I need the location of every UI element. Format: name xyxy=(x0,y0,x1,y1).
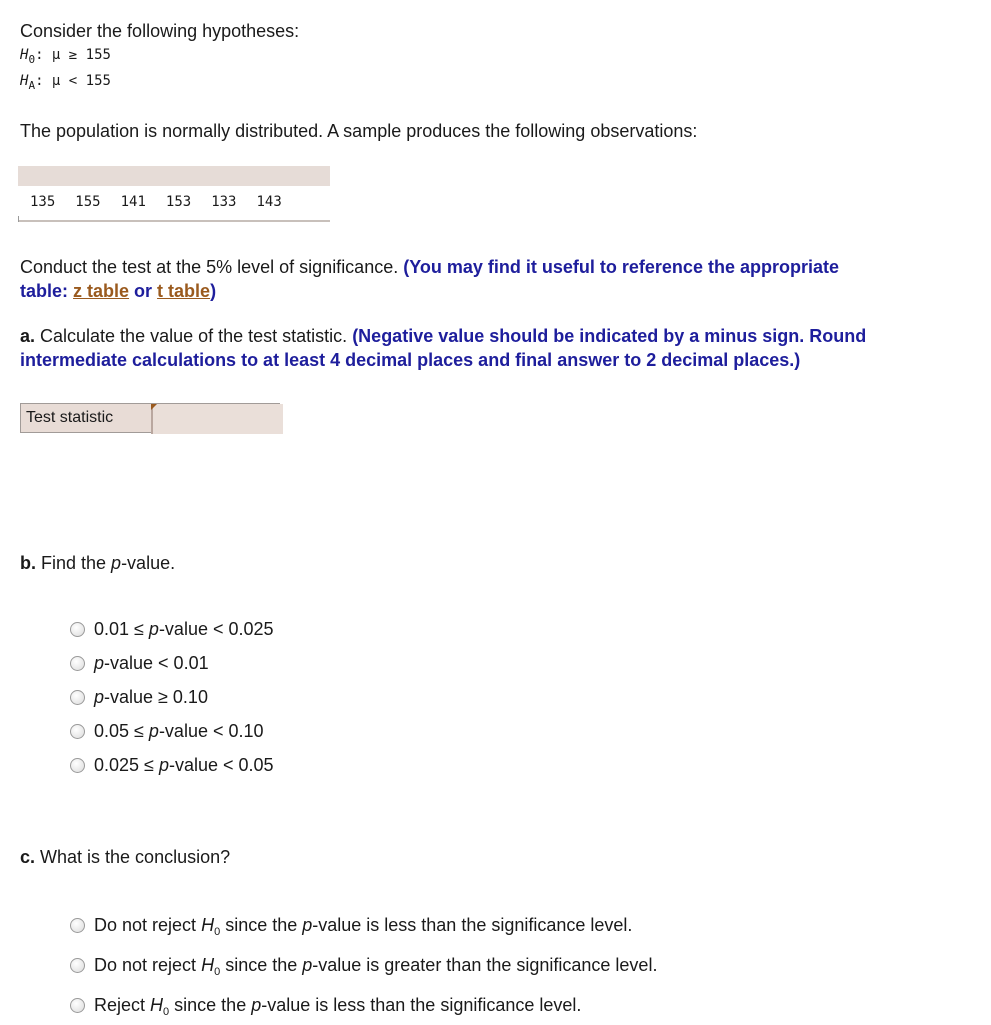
part-a-question xyxy=(20,326,866,347)
radio-button[interactable] xyxy=(70,690,85,705)
part-c-text: What is the conclusion? xyxy=(35,847,231,867)
alt-hypothesis xyxy=(20,73,111,92)
part-b-letter: b. xyxy=(20,553,36,573)
part-b-text-post: -value. xyxy=(121,553,176,573)
option-label: p-value ≥ 0.10 xyxy=(94,686,208,707)
radio-button[interactable] xyxy=(70,724,85,739)
option-label: 0.01 ≤ p-value < 0.025 xyxy=(94,618,274,639)
pvalue-option[interactable] xyxy=(70,748,274,782)
conclusion-option[interactable] xyxy=(70,905,657,945)
pvalue-option[interactable] xyxy=(70,714,274,748)
h0-letter: H xyxy=(20,47,29,63)
radio-button[interactable] xyxy=(70,758,85,773)
observation-cell: 135 xyxy=(30,194,56,210)
t-table-link[interactable]: t table xyxy=(157,281,211,301)
instructions-main: Conduct the test at the 5% level of significance. xyxy=(20,257,404,277)
part-b-text-pre: Find the xyxy=(36,553,112,573)
z-table-link[interactable]: z table xyxy=(73,281,130,301)
conclusion-option[interactable] xyxy=(70,945,657,985)
ha-rest: : μ < 155 xyxy=(35,73,111,89)
part-c-letter: c. xyxy=(20,847,36,867)
test-statistic-label: Test statistic xyxy=(26,409,114,426)
pvalue-option[interactable] xyxy=(70,646,274,680)
instructions-table-word: table: xyxy=(20,281,74,301)
population-text: The population is normally distributed. A sample produces the following observations: xyxy=(20,121,698,141)
observation-cell: 143 xyxy=(256,194,282,210)
h0-sub: 0 xyxy=(28,53,36,66)
observations-table-header xyxy=(18,166,330,186)
radio-button[interactable] xyxy=(70,622,85,637)
ha-sub: A xyxy=(28,79,36,92)
radio-button[interactable] xyxy=(70,656,85,671)
part-a-text: Calculate the value of the test statistic. xyxy=(35,326,353,346)
pvalue-option[interactable] xyxy=(70,612,274,646)
null-hypothesis xyxy=(20,47,111,66)
part-b-question xyxy=(20,553,175,574)
instructions-or: or xyxy=(129,281,158,301)
conclusion-options xyxy=(70,905,657,1025)
conclusion-option[interactable] xyxy=(70,985,657,1025)
intro-title: Consider the following hypotheses: xyxy=(20,21,300,41)
part-a-note1: (Negative value should be indicated by a minus sign. Round xyxy=(352,326,867,346)
part-b-p: p xyxy=(111,553,122,573)
radio-button[interactable] xyxy=(70,998,85,1013)
option-label: Reject $H_0$ since the p-value is less than the significance level. xyxy=(94,994,582,1018)
radio-button[interactable] xyxy=(70,918,85,933)
option-label: Do not reject $H_0$ since the p-value is greater than the significance level. xyxy=(94,954,658,978)
radio-button[interactable] xyxy=(70,958,85,973)
observation-cell: 133 xyxy=(211,194,237,210)
pvalue-options xyxy=(70,612,274,782)
test-statistic-row xyxy=(20,403,280,433)
instructions-line1 xyxy=(20,257,839,278)
ha-letter: H xyxy=(20,73,29,89)
pvalue-option[interactable] xyxy=(70,680,274,714)
observation-cell: 155 xyxy=(75,194,101,210)
option-label: 0.025 ≤ p-value < 0.05 xyxy=(94,754,274,775)
observation-cell: 153 xyxy=(165,194,192,210)
test-statistic-input[interactable] xyxy=(151,404,283,434)
option-label: 0.05 ≤ p-value < 0.10 xyxy=(94,720,264,741)
part-c-question xyxy=(20,847,230,868)
instructions-line2 xyxy=(20,281,216,302)
part-a-note2: intermediate calculations to at least 4 decimal places and final answer to 2 decimal places.) xyxy=(20,350,801,370)
observation-cell: 141 xyxy=(120,194,146,210)
option-label: p-value < 0.01 xyxy=(94,652,209,673)
table-corner-tick xyxy=(18,216,19,222)
instructions-ref: (You may find it useful to reference the appropriate xyxy=(403,257,839,277)
instructions-close: ) xyxy=(210,281,217,301)
input-flag-icon xyxy=(151,404,157,410)
table-bottom-border xyxy=(18,220,330,222)
option-label: Do not reject $H_0$ since the p-value is less than the significance level. xyxy=(94,914,633,938)
h0-rest: : μ ≥ 155 xyxy=(35,47,111,63)
observations-table xyxy=(18,166,330,222)
part-a-letter: a. xyxy=(20,326,36,346)
observations-row xyxy=(18,186,330,218)
